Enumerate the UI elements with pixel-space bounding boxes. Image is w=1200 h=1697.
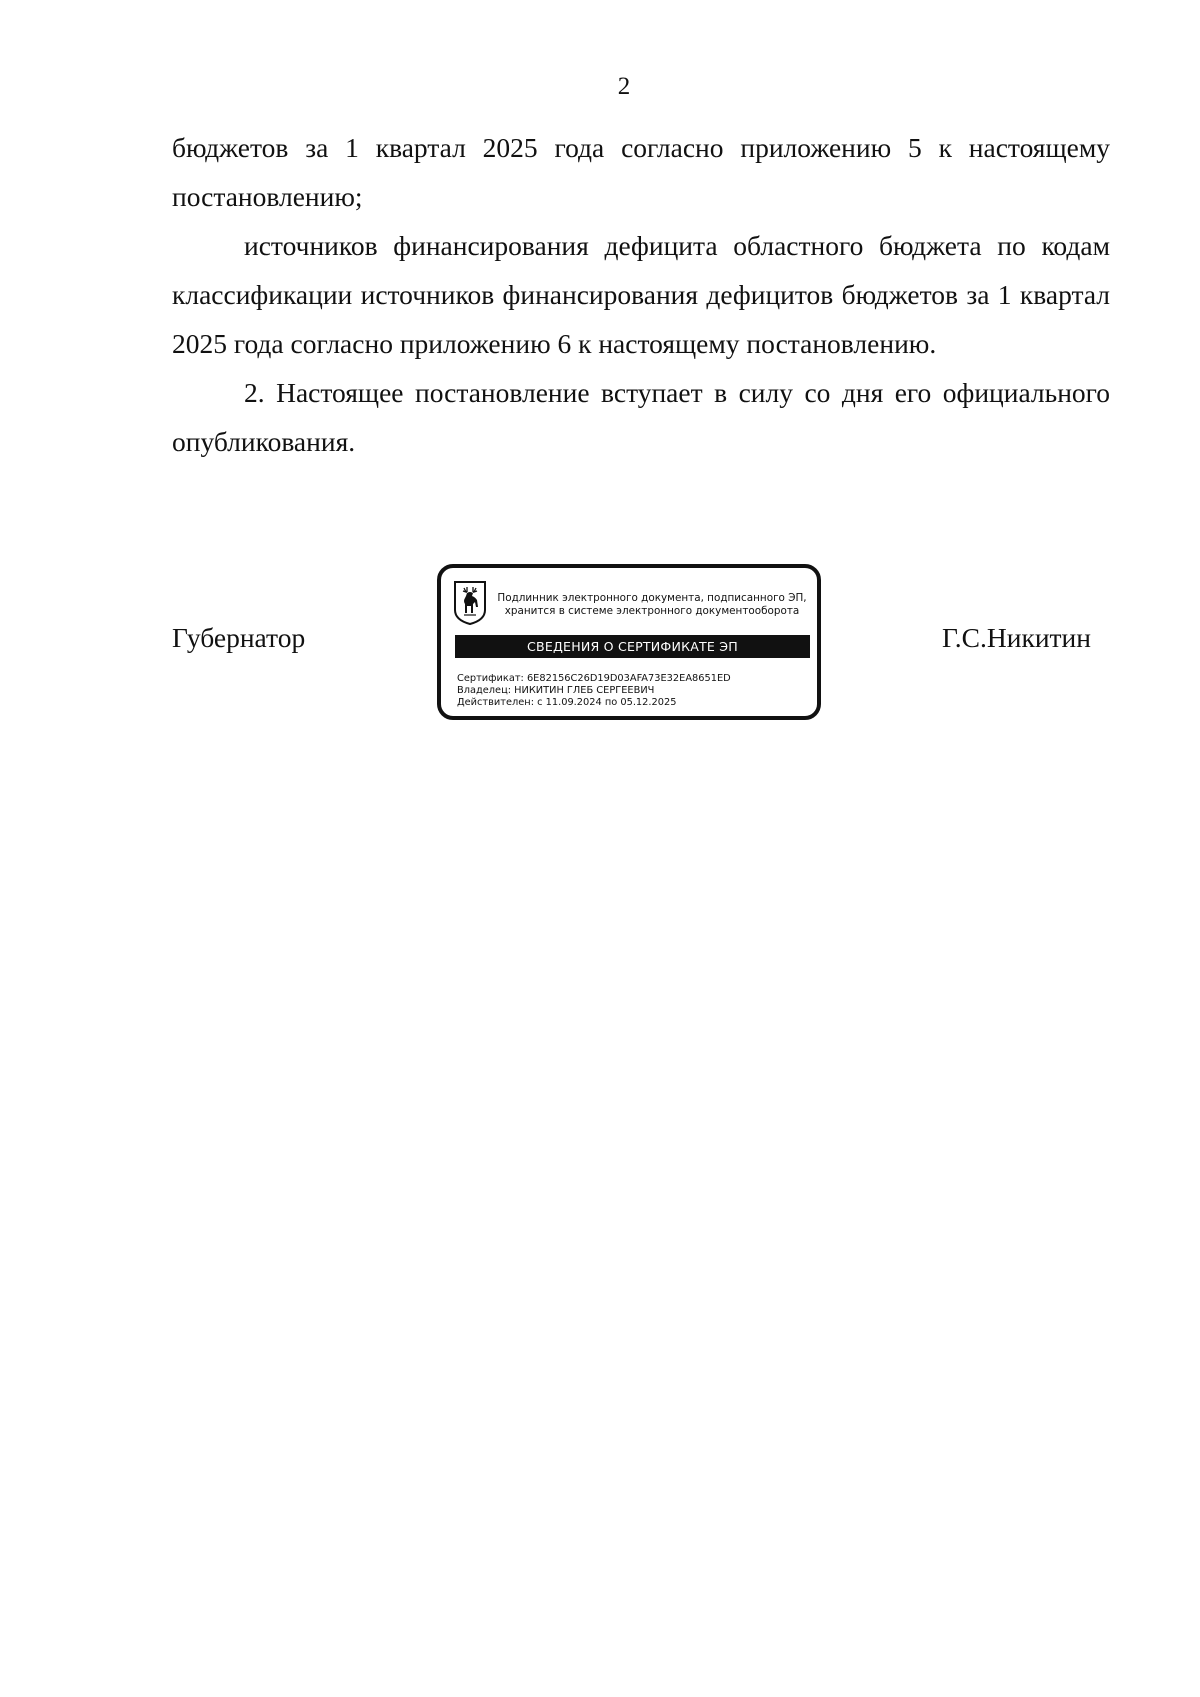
signatory-title: Губернатор — [172, 622, 306, 653]
stamp-banner: СВЕДЕНИЯ О СЕРТИФИКАТЕ ЭП — [455, 635, 810, 658]
paragraph-effective-date: 2. Настоящее постановление вступает в силу со дня его официального опубликования. — [172, 377, 1110, 457]
stamp-header-line-2: хранится в системе электронного документооборота — [504, 605, 800, 617]
stamp-header-line-1: Подлинник электронного документа, подписанного ЭП, — [497, 592, 807, 604]
coat-of-arms-icon — [453, 580, 487, 626]
stamp-certificate-details — [457, 673, 731, 710]
stamp-certificate-number: Сертификат: 6E82156C26D19D03AFA73E32EA8651ED — [457, 673, 731, 684]
paragraph-deficit-sources: источников финансирования дефицита областного бюджета по кодам классификации источников финансирования дефицитов бюджетов за 1 квартал 2025 года согласно приложению 6 к настоящему постановлению. — [172, 230, 1110, 359]
signature-block — [0, 560, 1200, 730]
electronic-signature-stamp — [437, 564, 821, 720]
stamp-header — [489, 592, 815, 618]
stamp-validity: Действителен: с 11.09.2024 по 05.12.2025 — [457, 697, 677, 709]
signatory-name: Г.С.Никитин — [942, 622, 1091, 653]
page-number: 2 — [617, 73, 631, 100]
document-body — [172, 123, 1110, 466]
stamp-owner: Владелец: НИКИТИН ГЛЕБ СЕРГЕЕВИЧ — [457, 685, 655, 697]
paragraph-budget-continuation: бюджетов за 1 квартал 2025 года согласно приложению 5 к настоящему постановлению; — [172, 132, 1110, 212]
